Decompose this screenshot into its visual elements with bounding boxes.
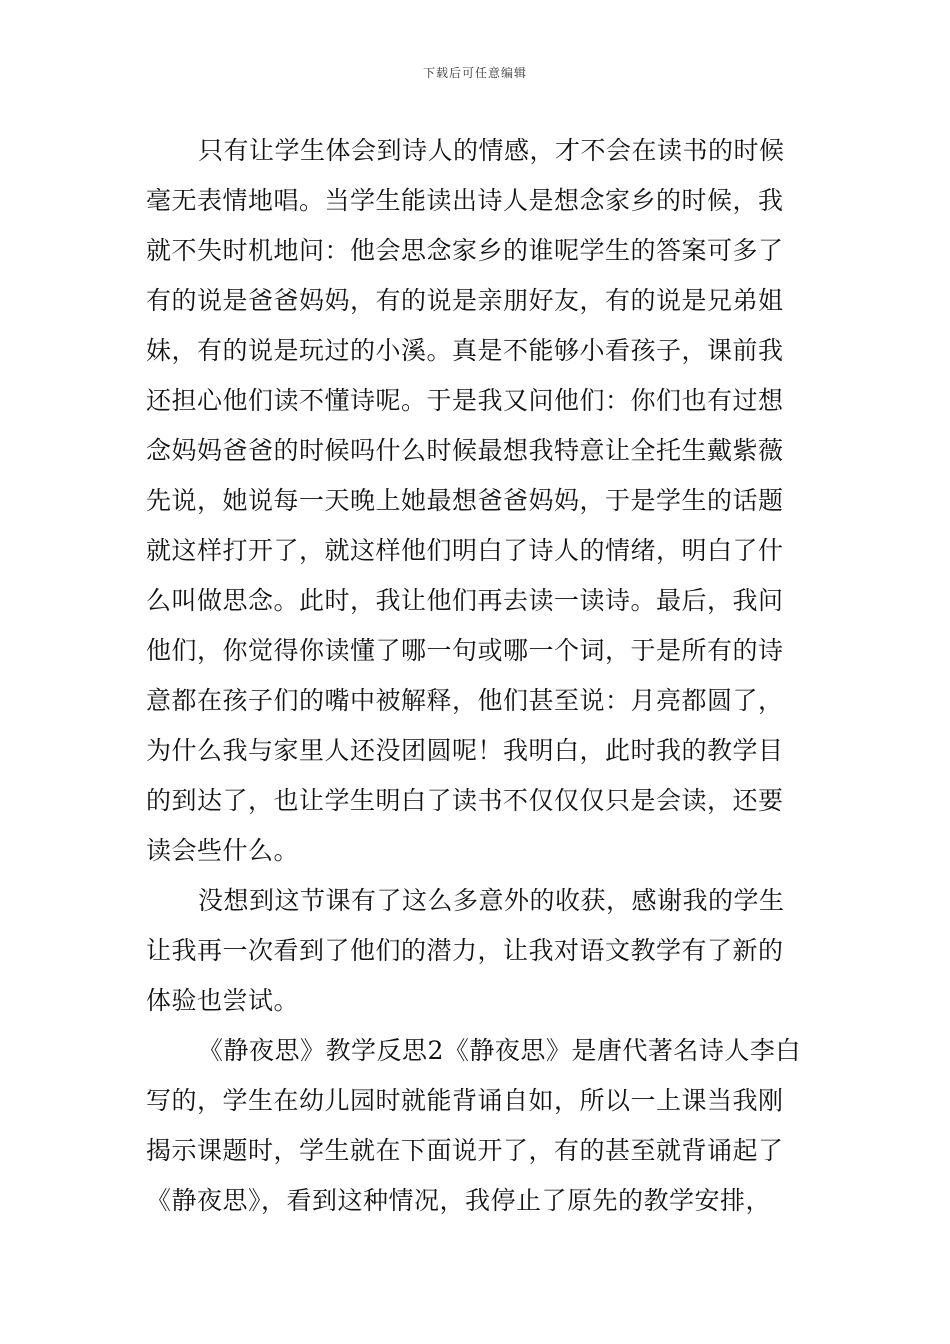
paragraph-2-line: 没想到这节课有了这么多意外的收获，感谢我的学生	[198, 886, 785, 915]
paragraph-1-line: 就这样打开了，就这样他们明白了诗人的情绪，明白了什	[146, 536, 784, 565]
paragraph-1-line: 只有让学生体会到诗人的情感，才不会在读书的时候	[198, 136, 785, 165]
paragraph-1-line: 还担心他们读不懂诗呢。于是我又问他们：你们也有过想	[146, 386, 784, 415]
paragraph-2-line: 让我再一次看到了他们的潜力，让我对语文教学有了新的	[146, 936, 784, 965]
paragraph-1-line: 念妈妈爸爸的时候吗什么时候最想我特意让全托生戴紫薇	[146, 436, 784, 465]
page-header: 下载后可任意编辑	[422, 66, 527, 80]
paragraph-1-line: 妹，有的说是玩过的小溪。真是不能够小看孩子，课前我	[146, 336, 784, 365]
paragraph-3-line: 揭示课题时，学生就在下面说开了，有的甚至就背诵起了	[146, 1136, 784, 1165]
paragraph-1-line: 先说，她说每一天晚上她最想爸爸妈妈，于是学生的话题	[146, 486, 784, 515]
paragraph-1-line: 意都在孩子们的嘴中被解释，他们甚至说：月亮都圆了，	[146, 686, 784, 715]
paragraph-1-line: 读会些什么。	[146, 836, 300, 865]
paragraph-1-line: 的到达了，也让学生明白了读书不仅仅仅只是会读，还要	[146, 786, 784, 815]
paragraph-1-line: 他们，你觉得你读懂了哪一句或哪一个词，于是所有的诗	[146, 636, 784, 665]
paragraph-3-line: 《静夜思》，看到这种情况，我停止了原先的教学安排，	[146, 1186, 772, 1215]
paragraph-1-line: 有的说是爸爸妈妈，有的说是亲朋好友，有的说是兄弟姐	[146, 286, 784, 315]
document-body	[146, 126, 810, 1226]
paragraph-3-line: 《静夜思》教学反思2《静夜思》是唐代著名诗人李白	[198, 1036, 801, 1065]
paragraph-1-line: 为什么我与家里人还没团圆呢！我明白，此时我的教学目	[146, 736, 784, 765]
paragraph-1-line: 毫无表情地唱。当学生能读出诗人是想念家乡的时候，我	[146, 186, 784, 215]
paragraph-2-line: 体验也尝试。	[146, 986, 300, 1015]
paragraph-3-line: 写的，学生在幼儿园时就能背诵自如，所以一上课当我刚	[146, 1086, 784, 1115]
paragraph-1-line: 就不失时机地问：他会思念家乡的谁呢学生的答案可多了	[146, 236, 784, 265]
paragraph-1-line: 么叫做思念。此时，我让他们再去读一读诗。最后，我问	[146, 586, 784, 615]
